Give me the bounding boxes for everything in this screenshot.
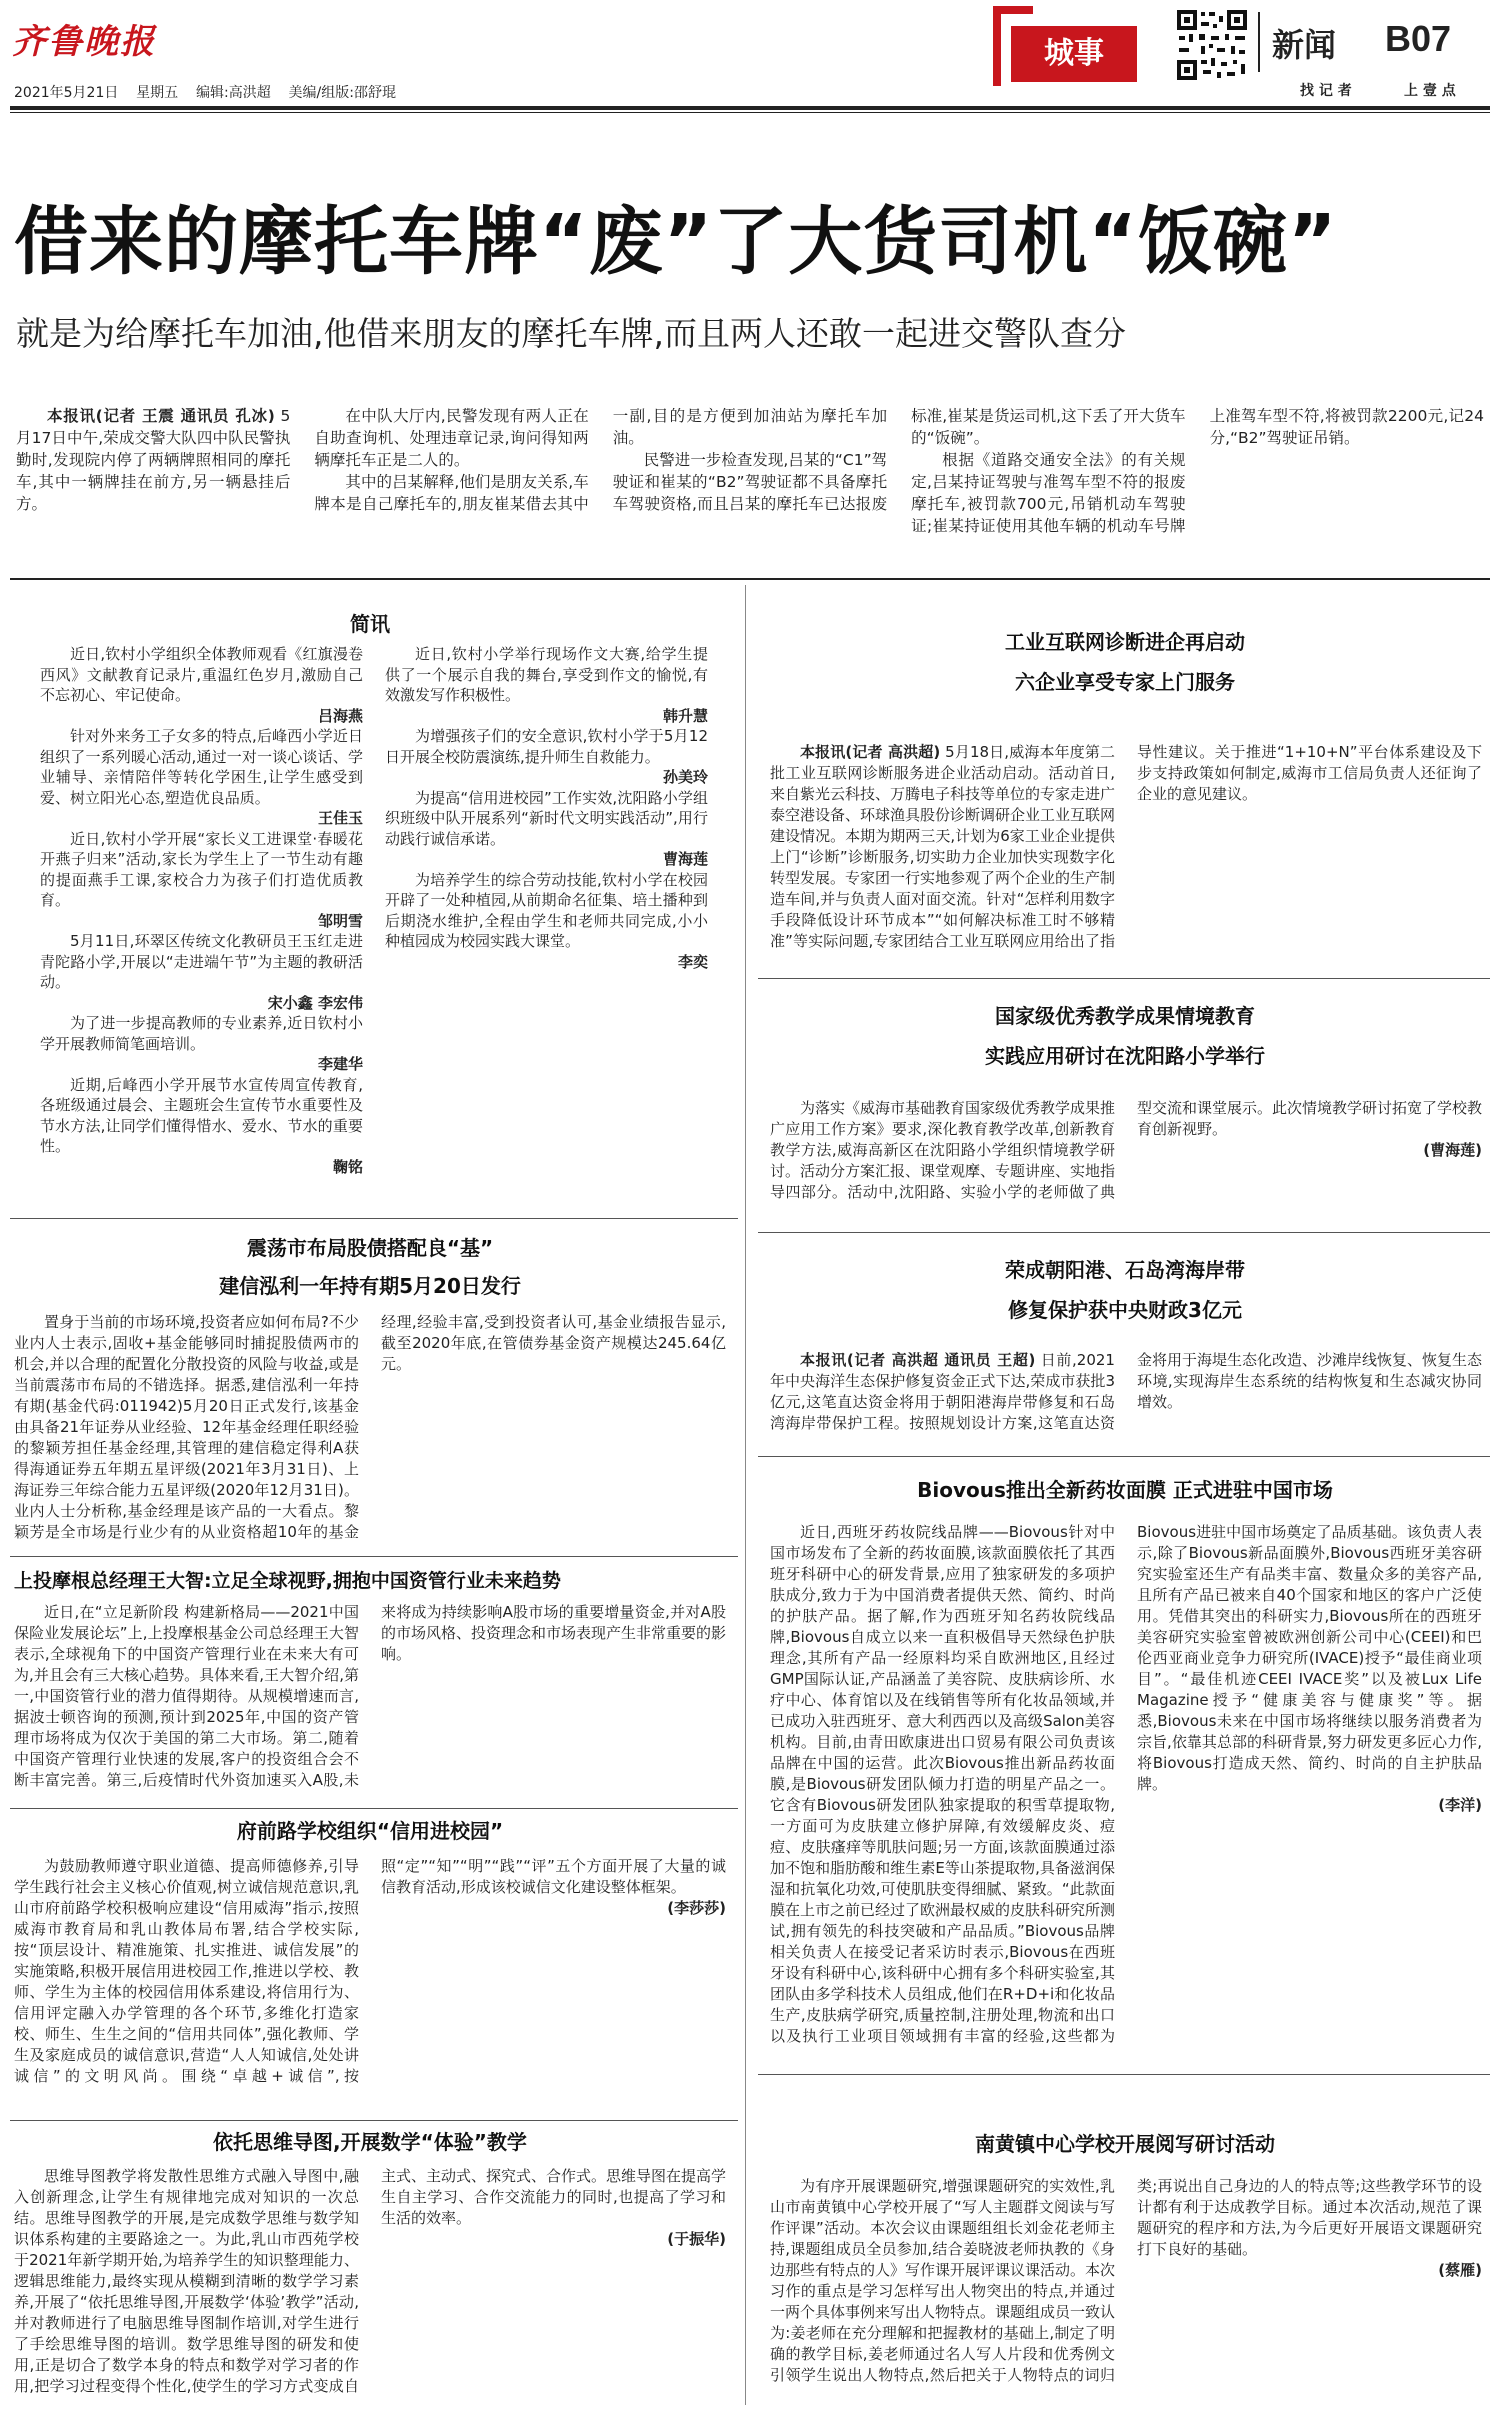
brief-text: 5月11日,环翠区传统文化教研员王玉红走进青陀路小学,开展以“走进端午节”为主题的教研活动。 <box>40 932 363 991</box>
industry-body <box>770 742 1482 952</box>
divider <box>10 1218 738 1219</box>
biovous-headline: Biovous推出全新药妆面膜 正式进驻中国市场 <box>917 1478 1333 1502</box>
nanhuang-body <box>770 2176 1482 2404</box>
brief-text: 近期,后峰西小学开展节水宣传周宣传教育,各班级通过晨会、主题班会生宣传节水重要性及节水方法,让同学们懂得惜水、爱水、节水的重要性。 <box>40 1075 363 1155</box>
lead-headline: 借来的摩托车牌“废”了大货司机“饭碗” <box>14 199 1338 285</box>
industry-headline-1: 工业互联网诊断进企再启动 <box>1005 630 1245 654</box>
mindmap-author: (于振华) <box>667 2230 726 2248</box>
achievement-text: 为落实《威海市基础教育国家级优秀教学成果推广应用工作方案》要求,深化教育教学改革,创新教育教学方法,威海高新区在沈阳路小学组织情境教学研讨。活动分方案汇报、课堂观摩、专题讲座、实地指导四部分。活动中,沈阳路、实验小学的老师做了典型交流和课堂展示。此次情境教学研讨拓宽了学校教育创新视野。 <box>770 1099 1483 1201</box>
divider <box>10 1808 738 1809</box>
lead-para-4: 民警进一步检查发现,吕某的“C1”驾驶证和崔某的“B2”驾驶证都不具备摩托车驾驶资格,而且吕某的摩托车已达报废标准,崔某是货运司机,这下丢了开大货车的“饭碗”。 <box>612 407 1186 513</box>
brief-author: 孙美玲 <box>662 768 708 786</box>
fund-headline-1: 震荡市布局股债搭配良“基” <box>246 1236 494 1260</box>
industry-byline: 本报讯(记者 高洪超) <box>800 743 941 761</box>
brief-text: 针对外来务工子女多的特点,后峰西小学近日组织了一系列暖心活动,通过一对一谈心谈话、学业辅导、亲情陪伴等转化学困生,让学生感受到爱、树立阳光心态,塑造优良品质。 <box>40 727 363 807</box>
nanhuang-text: 为有序开展课题研究,增强课题研究的实效性,乳山市南黄镇中心学校开展了“写人主题群文阅读与写作评课”活动。本次会议由课题组组长刘金花老师主持,课题组成员全员参加,结合姜晓波老师执教的《身边那些有特点的人》写作课开展评课议课活动。本次习作的重点是学习怎样写出人物突出的特点,并通过一两个具体事例来写出人物特点。课题组成员一致认为:姜老师在充分理解和把握教材的基础上,制定了明确的教学目标,姜老师通过名人写人片段和优秀例文引领学生说出人物特点,然后把关于人物特点的词归类;再说出自己身边的人的特点等;这些教学环节的设计都有利于达成教学目标。通过本次活动,规范了课题研究的程序和方法,为今后更好开展语文课题研究打下良好的基础。 <box>770 2177 1482 2384</box>
nanhuang-author: (蔡雁) <box>1438 2261 1482 2279</box>
achievement-author: (曹海莲) <box>1423 1141 1482 1159</box>
rongcheng-byline: 本报讯(记者 高洪超 通讯员 王超) <box>800 1351 1036 1369</box>
rongcheng-body <box>770 1350 1482 1444</box>
weekday: 星期五 <box>136 85 179 101</box>
divider <box>10 2120 738 2121</box>
fund-body <box>14 1312 726 1548</box>
brief-author: 李奕 <box>677 952 708 971</box>
lead-subtitle: 就是为给摩托车加油,他借来朋友的摩托车牌,而且两人还敢一起进交警队查分 <box>16 314 1126 353</box>
rongcheng-headline-1: 荣成朝阳港、石岛湾海岸带 <box>1005 1258 1245 1282</box>
lead-para-3: 其中的吕某解释,他们是朋友关系,车牌本是自己摩托车的,朋友崔某借去其中一副,目的是方便到加油站为摩托车加油。 <box>314 407 888 513</box>
wang-text: 近日,在“立足新阶段 构建新格局——2021中国保险业发展论坛”上,上投摩根基金公司总经理王大智表示,全球视角下的中国资产管理行业在未来大有可为,并且会有三大核心趋势。具体来看,王大智介绍,第一,中国资管行业的潜力值得期待。从规模增速而言,据波士顿咨询的预测,预计到2025年,中国的资产管理市场将成为仅次于美国的第二大市场。第二,随着中国资产管理行业快速的发展,客户的投资组合会不断丰富完善。第三,后疫情时代外资加速买入A股,未来将成为持续影响A股市场的重要增量资金,并对A股的市场风格、投资理念和市场表现产生非常重要的影响。 <box>14 1603 727 1789</box>
brief-author: 王佳玉 <box>317 809 363 827</box>
biovous-body <box>770 1522 1482 2066</box>
brief-author: 韩升慧 <box>662 706 708 725</box>
lead-bottom-rule <box>10 578 1490 580</box>
reporter-hint: 上 壹 点 <box>1404 83 1456 99</box>
brief-author: 李建华 <box>317 1055 363 1073</box>
brief-text: 近日,钦村小学开展“家长义工进课堂·春暖花开燕子归来”活动,家长为学生上了一节生动有趣的提面燕手工课,家校合力为孩子们打造优质教育。 <box>40 829 363 909</box>
header-meta <box>14 82 396 102</box>
rongcheng-headline-2: 修复保护获中央财政3亿元 <box>1008 1298 1242 1322</box>
wang-headline: 上投摩根总经理王大智:立足全球视野,拥抱中国资管行业未来趋势 <box>14 1570 561 1592</box>
header-divider <box>1258 12 1260 72</box>
wang-body <box>14 1602 726 1804</box>
fund-headline-2: 建信泓利一年持有期5月20日发行 <box>219 1274 521 1298</box>
mindmap-text: 思维导图教学将发散性思维方式融入导图中,融入创新理念,让学生有规律地完成对知识的一次总结。思维导图教学的开展,是完成数学思维与数学知识体系构建的主要路途之一。为此,乳山市西苑学校于2021年新学期开始,为培养学生的知识整理能力、逻辑思维能力,最终实现从模糊到清晰的数学学习素养,开展了“依托思维导图,开展数学‘体验’教学”活动,并对教师进行了电脑思维导图制作培训,对学生进行了手绘思维导图的培训。数学思维导图的研发和使用,正是切合了数学本身的特点和数学对学习者的作用,把学习过程变得个性化,使学生的学习方式变成自主式、主动式、探究式、合作式。思维导图在提高学生自主学习、合作交流能力的同时,也提高了学习和生活的效率。 <box>14 2167 727 2395</box>
qr-code-icon <box>1175 8 1249 82</box>
brief-text: 近日,钦村小学组织全体教师观看《红旗漫卷西风》文献教育记录片,重温红色岁月,激励自己不忘初心、牢记使命。 <box>40 645 363 704</box>
brief-text: 为培养学生的综合劳动技能,钦村小学在校园开辟了一处种植园,从前期命名征集、培土播种到后期浇水维护,全程由学生和老师共同完成,小小种植园成为校园实践大课堂。 <box>385 870 708 950</box>
mindmap-headline: 依托思维导图,开展数学“体验”教学 <box>213 2130 527 2154</box>
rongcheng-text: 日前,2021年中央海洋生态保护修复资金正式下达,荣成市获批3亿元,这笔直达资金将用于朝阳港海岸带修复和石岛湾海岸带保护工程。按照规划设计方案,这笔直达资金将用于海堤生态化改造、沙滩岸线恢复、恢复生态环境,实现海岸生态系统的结构恢复和生态减灾协同增效。 <box>770 1351 1483 1432</box>
fuqian-headline: 府前路学校组织“信用进校园” <box>236 1819 504 1843</box>
fuqian-body <box>14 1856 726 2112</box>
brief-item <box>40 1013 363 1075</box>
achievement-headline-1: 国家级优秀教学成果情境教育 <box>995 1004 1255 1028</box>
header-rule <box>10 106 1490 110</box>
lead-para-5: 根据《道路交通安全法》的有关规定,吕某持证驾驶与准驾车型不符的报废摩托车,被罚款700元,吊销机动车驾驶证;崔某持证使用其他车辆的机动车号牌上准驾车型不符,将被罚款2200元,记24分,“B2”驾驶证吊销。 <box>911 407 1484 535</box>
brief-author: 邹明雪 <box>317 911 363 930</box>
lead-para-2: 在中队大厅内,民警发现有两人正在自助查询机、处理违章记录,询问得知两辆摩托车正是二人的。 <box>314 407 589 469</box>
brief-item <box>40 829 363 932</box>
fund-text: 置身于当前的市场环境,投资者应如何布局?不少业内人士表示,固收+基金能够同时捕捉股债两市的机会,并以合理的配置化分散投资的风险与收益,或是当前震荡市布局的不错选择。据悉,建信泓利一年持有期(基金代码:011942)5月20日正式发行,该基金由具备21年证券从业经验、12年基金经理任职经验的黎颖芳担任基金经理,其管理的建信稳定得利A获得海通证券五年期五星评级(2021年3月31日)、上海证券三年综合能力五星评级(2020年12月31日)。业内人士分析称,基金经理是该产品的一大看点。黎颖芳是全市场是行业少有的从业资格超10年的基金经理,经验丰富,受到投资者认可,基金业绩报告显示,截至2020年底,在管债券基金资产规模达245.64亿元。 <box>14 1313 726 1541</box>
divider <box>10 1556 738 1557</box>
nanhuang-headline: 南黄镇中心学校开展阅写研讨活动 <box>975 2132 1275 2156</box>
lead-byline: 本报讯(记者 王震 通讯员 孔冰) <box>47 407 275 425</box>
section-tag-label: 城事 <box>1011 26 1137 82</box>
brief-author: 鞠铭 <box>332 1157 363 1176</box>
fuqian-author: (李莎莎) <box>667 1899 726 1917</box>
divider <box>758 2074 1490 2075</box>
industry-headline-2: 六企业享受专家上门服务 <box>1015 670 1235 694</box>
achievement-headline-2: 实践应用研讨在沈阳路小学举行 <box>985 1044 1265 1068</box>
brief-item <box>40 931 363 1013</box>
brief-item <box>385 726 708 788</box>
column-divider <box>745 585 746 2405</box>
brief-text: 近日,钦村小学举行现场作文大赛,给学生提供了一个展示自我的舞台,享受到作文的愉悦,有效激发写作积极性。 <box>385 645 708 704</box>
header-rule-thin <box>10 112 1490 113</box>
divider <box>758 1232 1490 1233</box>
brief-item <box>40 644 363 726</box>
brief-item <box>40 726 363 829</box>
divider <box>758 978 1490 979</box>
brief-author: 曹海莲 <box>662 850 708 868</box>
masthead-logo: 齐鲁晚报 <box>12 22 156 62</box>
issue-date: 2021年5月21日 <box>14 85 119 101</box>
industry-text: 5月18日,威海本年度第二批工业互联网诊断服务进企业活动启动。活动首日,来自紫光云科技、万腾电子科技等单位的专家走进广泰空港设备、环球渔具股份诊断调研企业工业互联网建设情况。本期为期两三天,计划为6家工业企业提供上门“诊断”诊断服务,切实助力企业加快实现数字化转型发展。专家团一行实地参观了两个企业的生产制造车间,并与负责人面对面交流。针对“怎样利用数字手段降低设计环节成本”“如何解决标准工时不够精准”等实际问题,专家团结合工业互联网应用给出了指导性建议。关于推进“1+10+N”平台体系建设及下步支持政策如何制定,威海市工信局负责人还征询了企业的意见建议。 <box>770 743 1482 950</box>
brief-item <box>385 644 708 726</box>
reporter-label: 找 记 者 <box>1300 83 1352 99</box>
section-tag <box>993 6 1145 86</box>
brief-item <box>385 870 708 973</box>
mindmap-body <box>14 2166 726 2402</box>
news-label: 新闻 <box>1272 26 1337 64</box>
brief-text: 为增强孩子们的安全意识,钦村小学于5月12日开展全校防震演练,提升师生自救能力。 <box>385 727 708 766</box>
brief-author: 吕海燕 <box>317 706 363 725</box>
page-number: B07 <box>1385 18 1452 59</box>
brief-author: 宋小鑫 李宏伟 <box>267 993 363 1012</box>
lead-para-1: 5月17日中午,荣成交警大队四中队民警执勤时,发现院内停了两辆牌照相同的摩托车,其中一辆牌挂在前方,另一辆悬挂后方。 <box>16 407 291 513</box>
brief-item <box>385 788 708 870</box>
brief-item <box>40 1075 363 1178</box>
briefs-body <box>40 644 708 1212</box>
fuqian-text: 为鼓励教师遵守职业道德、提高师德修养,引导学生践行社会主义核心价值观,树立诚信规范意识,乳山市府前路学校积极响应建设“信用威海”指示,按照威海市教育局和乳山教体局布署,结合学校实际,按“顶层设计、精准施策、扎实推进、诚信发展”的实施策略,积极开展信用进校园工作,推进以学校、教师、学生为主体的校园信用体系建设,将信用行为、信用评定融入办学管理的各个环节,多维化打造家校、师生、生生之间的“信用共同体”,强化教师、学生及家庭成员的诚信意识,营造“人人知诚信,处处讲诚信”的文明风尚。围绕“卓越+诚信”,按照“定”“知”“明”“践”“评”五个方面开展了大量的诚信教育活动,形成该校诚信文化建设整体框架。 <box>14 1857 726 2085</box>
brief-text: 为了进一步提高教师的专业素养,近日钦村小学开展教师简笔画培训。 <box>40 1014 363 1053</box>
divider <box>758 1456 1490 1457</box>
editor: 编辑:高洪超 <box>195 85 271 101</box>
biovous-author: (李洋) <box>1438 1796 1482 1814</box>
lead-body <box>16 405 1484 555</box>
biovous-text: 近日,西班牙药妆院线品牌——Biovous针对中国市场发布了全新的药妆面膜,该款面膜依托了其西班牙科研中心的研发背景,应用了独家研发的多项护肤成分,致力于为中国消费者提供天然、简约、时尚的护肤产品。据了解,作为西班牙知名药妆院线品牌,Biovous自成立以来一直积极倡导天然绿色护肤理念,其所有产品一经原料均采自欧洲地区,且经过GMP国际认证,产品涵盖了美容院、皮肤病诊所、水疗中心、体育馆以及在线销售等所有化妆品领域,并已成功入驻西班牙、意大利西西以及高级Salon美容机构。目前,由青田欧康进出口贸易有限公司负责该品牌在中国的运营。此次Biovous推出新品药妆面膜,是Biovous研发团队倾力打造的明星产品之一。它含有Biovous研发团队独家提取的积雪草提取物,一方面可为皮肤建立修护屏障,有效缓解皮炎、痘痘、皮肤瘙痒等肌肤问题;另一方面,该款面膜通过添加不饱和脂肪酸和维生素E等山茶提取物,具备滋润保湿和抗氧化功效,可使肌肤变得细腻、紧致。“此款面膜在上市之前已经过了欧洲最权威的皮肤科研究所测试,拥有领先的科技突破和产品品质。”Biovous品牌相关负责人在接受记者采访时表示,Biovous在西班牙设有科研中心,该科研中心拥有多个科研实验室,其团队由多学科技术人员组成,他们在R+D+i和化妆品生产,皮肤病学研究,质量控制,注册处理,物流和出口以及执行工业项目领域拥有丰富的经验,这些都为Biovous进驻中国市场奠定了品质基础。该负责人表示,除了Biovous新品面膜外,Biovous西班牙美容研究实验室还生产有品类丰富、数量众多的美容产品,且所有产品已被来自40个国家和地区的客户广泛使用。凭借其突出的科研实力,Biovous所在的西班牙美容研究实验室曾被欧洲创新公司中心(CEEI)和巴伦西亚商业竞争力研究所(IVACE)授予“最佳商业项目”。“最佳机迹CEEI IVACE奖”以及被Lux Life Magazine授予“健康美容与健康奖”等。据悉,Biovous未来在中国市场将继续以服务消费者为宗旨,依靠其总部的科研背景,努力研发更多匠心力作,将Biovous打造成天然、简约、时尚的自主护肤品牌。 <box>770 1523 1482 2045</box>
achievement-body <box>770 1098 1482 1226</box>
briefs-heading: 简讯 <box>350 612 390 636</box>
brief-text: 为提高“信用进校园”工作实效,沈阳路小学组织班级中队开展系列“新时代文明实践活动”,用行动践行诚信承诺。 <box>385 788 708 848</box>
designer: 美编/组版:邵舒琨 <box>288 85 396 101</box>
